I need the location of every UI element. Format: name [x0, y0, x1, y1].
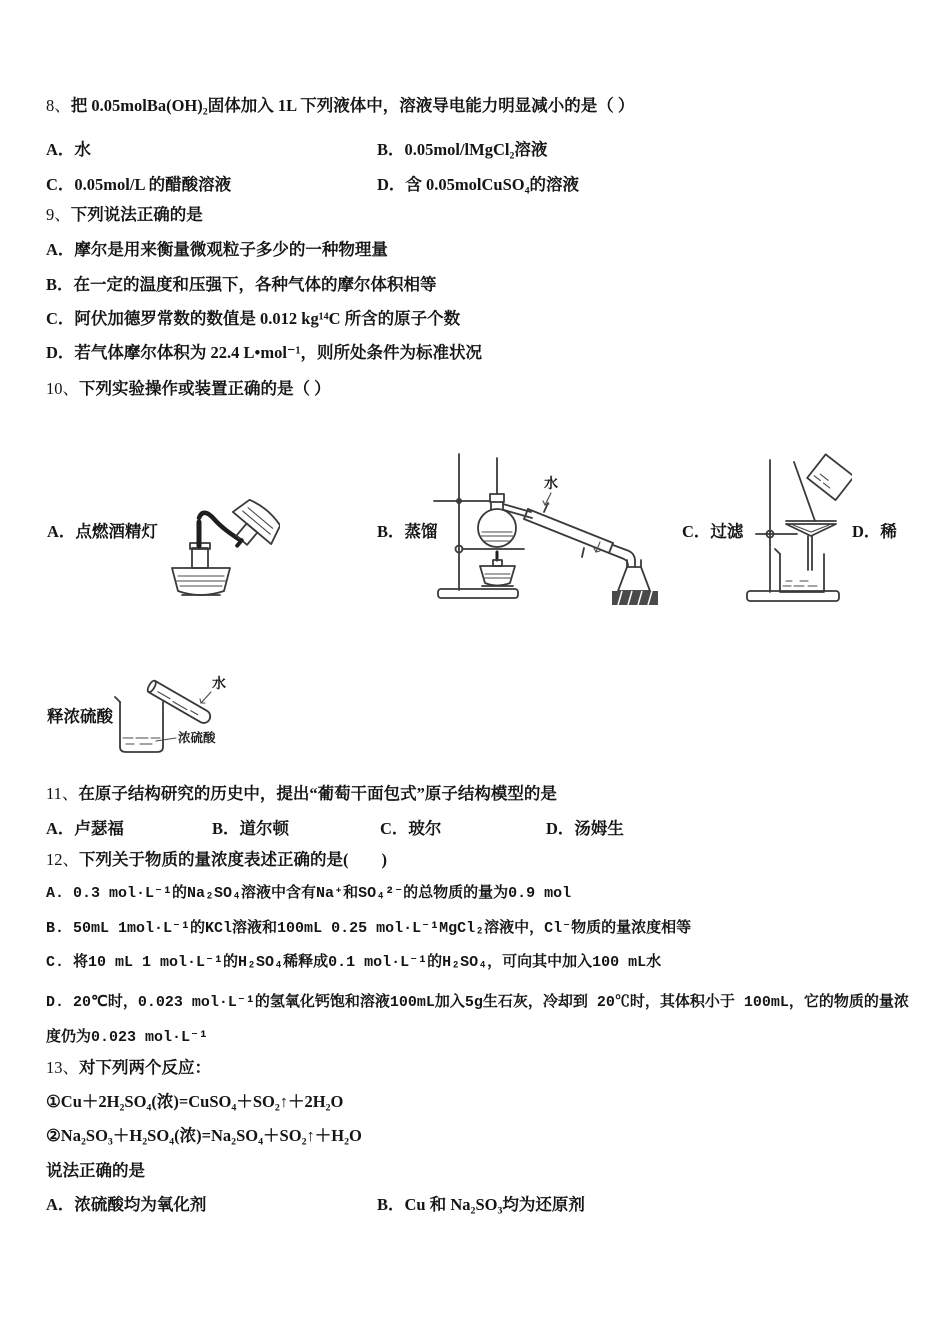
q11-option-b: B．道尔顿: [212, 819, 290, 838]
q12-option-a: A. 0.3 mol·L⁻¹的Na₂SO₄溶液中含有Na⁺和SO₄²⁻的总物质的量为0.9 mol: [46, 885, 572, 902]
q11-title: [46, 783, 557, 804]
q13-option-a: A．浓硫酸均为氧化剂: [46, 1195, 207, 1214]
q11-number: 11、: [46, 784, 79, 803]
q9-option-a: A．摩尔是用来衡量微观粒子多少的一种物理量: [46, 240, 388, 259]
q12-option-d: D. 20℃时，0.023 mol·L⁻¹的氢氧化钙饱和溶液100mL加入5g生石灰，冷却到 20℃时，其体积小于 100mL，它的物质的量浓度仍为0.023 mol·L⁻¹: [46, 994, 909, 1046]
q10-option-d-label-wrap: 释浓硫酸: [47, 707, 113, 726]
q13-equation-2: ②Na₂SO₃＋H₂SO₄(浓)=Na₂SO₄＋SO₂↑＋H₂O: [46, 1126, 362, 1145]
pouring-beaker: [807, 454, 852, 500]
q9-title-text: 下列说法正确的是: [70, 205, 203, 224]
q9-option-b: B．在一定的温度和压强下，各种气体的摩尔体积相等: [46, 275, 437, 294]
acid-dilution-diagram: [100, 662, 260, 767]
q8-option-d: D．含 0.05molCuSO₄的溶液: [377, 175, 580, 194]
q11-title-text: 在原子结构研究的历史中，提出“葡萄干面包式”原子结构模型的是: [78, 784, 557, 803]
q8-title: [46, 95, 634, 116]
q12-title-text: 下列关于物质的量浓度表述正确的是( ): [79, 850, 387, 869]
q8-option-c: C．0.05mol/L 的醋酸溶液: [46, 175, 232, 194]
q13-number: 13、: [46, 1058, 79, 1077]
q13-option-b: B．Cu 和 Na₂SO₃均为还原剂: [377, 1195, 585, 1214]
filtration-diagram: [742, 450, 852, 605]
condenser-water-label: 水: [544, 477, 558, 492]
q10-title-text: 下列实验操作或装置正确的是（ ）: [79, 379, 331, 398]
q13-equation-1: ①Cu＋2H₂SO₄(浓)=CuSO₄＋SO₂↑＋2H₂O: [46, 1092, 344, 1111]
q10-option-c-label: C．过滤: [682, 522, 744, 541]
q11-option-d: D．汤姆生: [546, 819, 624, 838]
q9-option-d: D．若气体摩尔体积为 22.4 L•mol⁻¹，则所处条件为标准状况: [46, 343, 483, 362]
q11-option-a: A．卢瑟福: [46, 819, 124, 838]
q13-title: [46, 1057, 211, 1078]
q10-option-a-label: A．点燃酒精灯: [47, 522, 158, 541]
q9-number: 9、: [46, 205, 71, 224]
q9-title: [46, 204, 203, 225]
q13-stem: 说法正确的是: [46, 1161, 145, 1180]
q8-option-b: B．0.05mol/lMgCl₂溶液: [377, 140, 548, 159]
test-tube: [146, 679, 213, 725]
q10-option-b-label: B．蒸馏: [377, 522, 438, 541]
concentrated-acid-label: 浓硫酸: [178, 731, 216, 745]
q10-title: [46, 378, 331, 399]
q12-title: [46, 849, 387, 870]
distillation-diagram: [432, 448, 677, 608]
q13-title-text: 对下列两个反应：: [79, 1058, 211, 1077]
q8-title-text: 把 0.05molBa(OH)₂固体加入 1L 下列液体中，溶液导电能力明显减小的是（ ）: [70, 96, 635, 115]
q8-option-a: A．水: [46, 140, 91, 159]
q10-number: 10、: [46, 379, 79, 398]
q9-option-c: C．阿伏加德罗常数的数值是 0.012 kg¹⁴C 所含的原子个数: [46, 309, 461, 328]
q12-option-b: B. 50mL 1mol·L⁻¹的KCl溶液和100mL 0.25 mol·L⁻¹MgCl₂溶液中，Cl⁻物质的量浓度相等: [46, 920, 692, 937]
tube-water-label: 水: [212, 677, 226, 692]
tilted-lamp: [218, 494, 280, 561]
q12-option-c: C. 将10 mL 1 mol·L⁻¹的H₂SO₄稀释成0.1 mol·L⁻¹的H₂SO₄，可向其中加入100 mL水: [46, 954, 662, 971]
q10-option-d-label: D．稀: [852, 522, 897, 541]
q8-number: 8、: [46, 96, 71, 115]
alcohol-lamp-lighting-diagram: [160, 488, 280, 613]
q11-option-c: C．玻尔: [380, 819, 442, 838]
q12-number: 12、: [46, 850, 79, 869]
